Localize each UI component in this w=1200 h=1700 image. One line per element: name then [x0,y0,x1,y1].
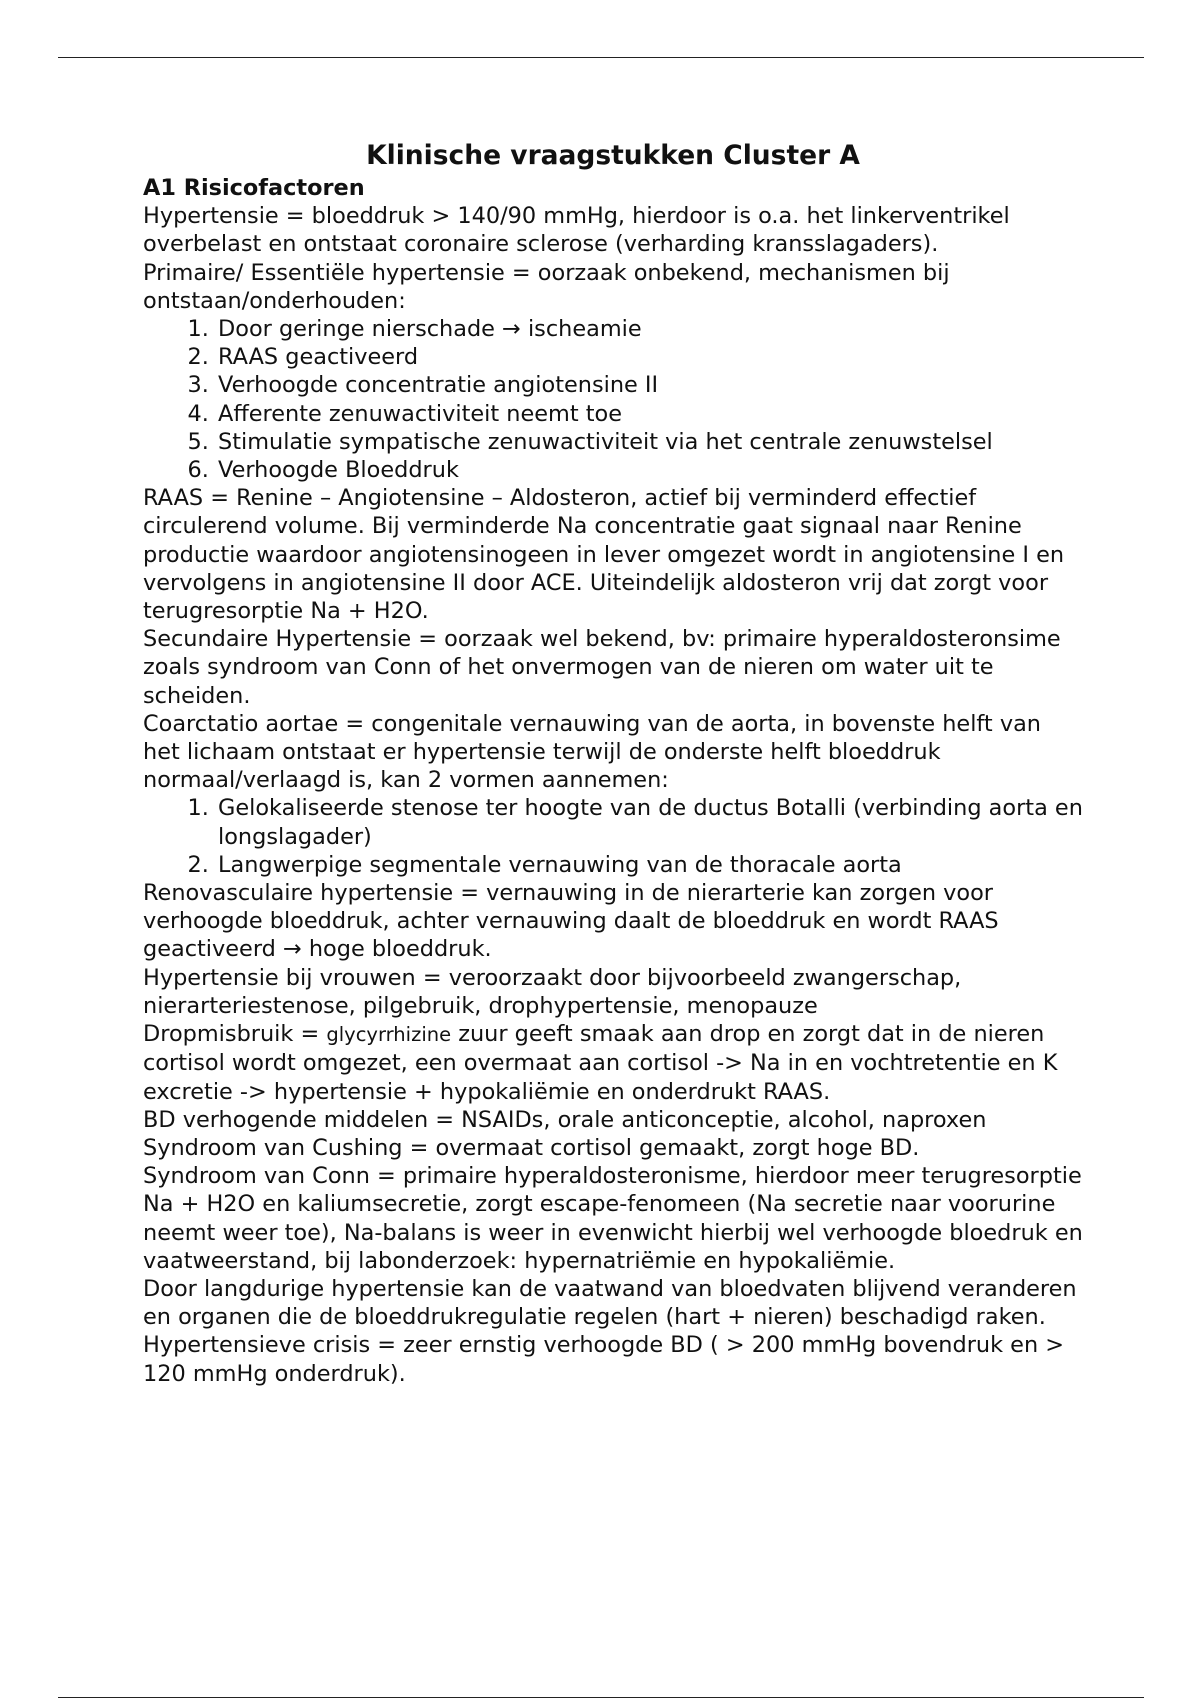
list-item: 2. Langwerpige segmentale vernauwing van de thoracale aorta [216,851,1083,879]
paragraph-cushing: Syndroom van Cushing = overmaat cortisol gemaakt, zorgt hoge BD. [143,1134,920,1161]
paragraph-coarctatio-aortae: Coarctatio aortae = congenitale vernauwing van de aorta, in bovenste helft van het lichaam ontstaat er hypertensie terwijl de onderste helft bloeddruk normaal/verlaagd is, kan 2 vormen aannemen: [143,710,1041,794]
paragraph-raas: RAAS = Renine – Angiotensine – Aldosteron, actief bij verminderd effectief circulerend volume. Bij verminderde Na concentratie gaat signaal naar Renine productie waardoor angiotensinogeen in lever omgezet wordt in angiotensine I en vervolgens in angiotensine II door ACE. Uiteindelijk aldosteron vrij dat zorgt voor terugresorptie Na + H2O. [143,485,1065,625]
list-item: 1. Door geringe nierschade → ischeamie [216,315,1083,343]
section-heading: A1 Risicofactoren [143,175,365,201]
dropmisbruik-lead: Dropmisbruik = [143,1021,327,1048]
dropmisbruik-rest: zuur geeft smaak aan drop en zorgt dat in de nieren cortisol wordt omgezet, een overmaat aan cortisol -> Na in en vochtretentie en K excretie -> hypertensie + hypokaliëmie en onderdrukt RAAS. [143,1021,1058,1105]
paragraph-bd-middelen: BD verhogende middelen = NSAIDs, orale anticonceptie, alcohol, naproxen [143,1106,987,1133]
paragraph-langdurig: Door langdurige hypertensie kan de vaatwand van bloedvaten blijvend veranderen en organen die de bloeddrukregulatie regelen (hart + nieren) beschadigd raken. [143,1275,1077,1331]
paragraph-conn: Syndroom van Conn = primaire hyperaldosteronisme, hierdoor meer terugresorptie Na + H2O en kaliumsecretie, zorgt escape-fenomeen (Na secretie naar voorurine neemt weer toe), Na-balans is weer in evenwicht hierbij wel verhoogde bloedruk en vaatweerstand, bij labonderzoek: hypernatriëmie en hypokaliëmie. [143,1163,1083,1274]
paragraph-crisis: Hypertensieve crisis = zeer ernstig verhoogde BD ( > 200 mmHg bovendruk en > 120 mmHg onderdruk). [143,1332,1065,1387]
paragraph-dropmisbruik [143,1020,1083,1106]
header-rule [58,57,1144,58]
footer-rule [58,1697,1144,1698]
coarctatio-forms-list [143,794,1083,879]
paragraph-vrouwen: Hypertensie bij vrouwen = veroorzaakt door bijvoorbeeld zwangerschap, nierarteriestenose, pilgebruik, drophypertensie, menopauze [143,964,962,1019]
list-item: 3. Verhoogde concentratie angiotensine II [216,371,1083,399]
mechanisms-list [143,315,1083,484]
paragraph-renovasculaire: Renovasculaire hypertensie = vernauwing in de nierarterie kan zorgen voor verhoogde bloeddruk, achter vernauwing daalt de bloeddruk en wordt RAAS geactiveerd → hoge bloeddruk. [143,880,999,963]
document-page [143,138,1083,1388]
list-item: 1. Gelokaliseerde stenose ter hoogte van de ductus Botalli (verbinding aorta en longslagader) [216,794,1083,850]
list-item: 4. Afferente zenuwactiviteit neemt toe [216,400,1083,428]
glycyrrhizine-term: glycyrrhizine [326,1023,452,1047]
list-item: 6. Verhoogde Bloeddruk [216,456,1083,484]
paragraph-secundaire-hypertensie: Secundaire Hypertensie = oorzaak wel bekend, bv: primaire hyperaldosteronsime zoals syndroom van Conn of het onvermogen van de nieren om water uit te scheiden. [143,626,1061,709]
list-item: 5. Stimulatie sympatische zenuwactiviteit via het centrale zenuwstelsel [216,428,1083,456]
paragraph-primaire-hypertensie: Primaire/ Essentiële hypertensie = oorzaak onbekend, mechanismen bij ontstaan/onderhouden: [143,259,950,314]
list-item: 2. RAAS geactiveerd [216,343,1083,371]
document-title: Klinische vraagstukken Cluster A [366,140,860,171]
paragraph-hypertensie: Hypertensie = bloeddruk > 140/90 mmHg, hierdoor is o.a. het linkerventrikel overbelast en ontstaat coronaire sclerose (verharding kransslagaders). [143,203,1010,258]
